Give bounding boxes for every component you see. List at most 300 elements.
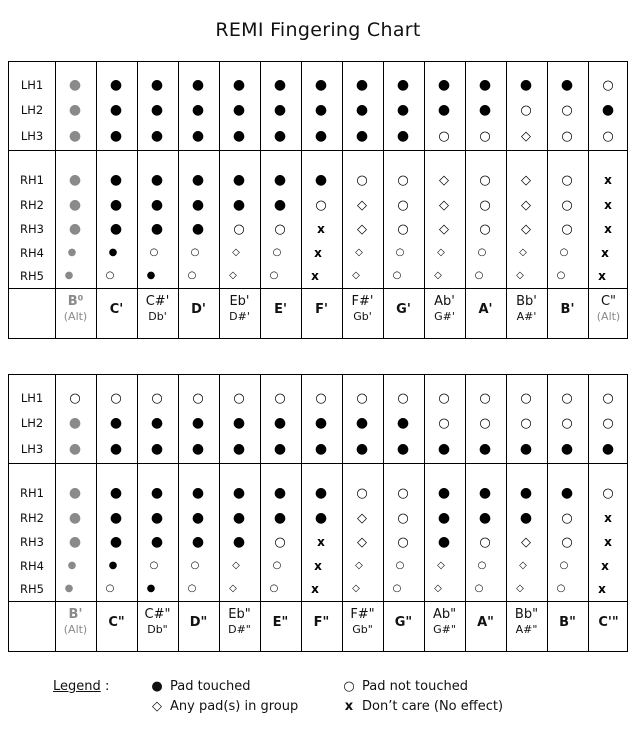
pad-not-touched-icon: ○ <box>479 172 491 188</box>
fingering-cell <box>336 268 376 284</box>
pad-not-touched-icon: ○ <box>397 221 409 237</box>
note-label <box>301 302 342 317</box>
note-label <box>178 615 219 630</box>
pad-not-touched-icon: ○ <box>561 221 573 237</box>
note-name-alt: (Alt) <box>63 310 88 323</box>
any-pad-icon: ◇ <box>516 583 524 594</box>
pad-not-touched-icon: ○ <box>397 510 409 526</box>
fingering-cell <box>213 268 253 284</box>
fingering-cell <box>500 581 540 597</box>
pad-not-touched-icon: ○ <box>438 415 450 431</box>
any-pad-icon: ◇ <box>352 583 360 594</box>
dont-care-icon: x <box>604 535 612 549</box>
pad-touched-icon: ● <box>273 102 287 118</box>
pad-not-touched-icon: ○ <box>356 172 368 188</box>
fingering-cell <box>131 268 171 284</box>
grid-line-horizontal <box>9 150 627 151</box>
pad-touched-icon: ● <box>437 441 451 457</box>
note-label <box>55 607 96 637</box>
pad-touched-icon: ● <box>232 485 246 501</box>
dont-care-icon: x <box>604 222 612 236</box>
fingering-cell <box>547 102 587 118</box>
pad-not-touched-icon: ○ <box>477 247 487 258</box>
chart-title: REMI Fingering Chart <box>215 19 421 41</box>
any-pad-icon: ◇ <box>229 583 237 594</box>
fingering-cell <box>377 581 417 597</box>
pad-not-touched-icon: ○ <box>110 390 122 406</box>
fingering-cell <box>547 128 587 144</box>
note-name: C#' <box>145 294 170 309</box>
row-label-lh2: LH2 <box>20 103 44 117</box>
fingering-cell <box>342 221 382 237</box>
note-name-alt: A#" <box>515 623 538 636</box>
pad-touched-icon: ● <box>437 510 451 526</box>
fingering-cell <box>301 415 341 431</box>
fingering-cell <box>49 268 89 284</box>
pad-touched-icon: ● <box>478 510 492 526</box>
fingering-cell <box>459 268 499 284</box>
fingering-cell <box>465 510 505 526</box>
dont-care-icon: x <box>314 246 322 260</box>
note-label <box>342 294 383 324</box>
pad-touched-icon: ● <box>191 534 205 550</box>
dont-care-icon: x <box>311 269 319 283</box>
note-name: G" <box>394 615 413 630</box>
dont-care-icon: x <box>601 246 609 260</box>
pad-not-touched-icon: ○ <box>479 221 491 237</box>
pad-touched-icon: ● <box>150 128 164 144</box>
fingering-cell <box>213 581 253 597</box>
fingering-cell <box>219 441 259 457</box>
fingering-cell <box>547 77 587 93</box>
fingering-cell <box>178 197 218 213</box>
pad-touched-icon: ● <box>355 441 369 457</box>
alt-pad-icon: ● <box>68 415 82 431</box>
fingering-cell <box>582 268 622 284</box>
pad-touched-icon: ● <box>437 102 451 118</box>
pad-touched-icon: ● <box>150 221 164 237</box>
legend-label: Don’t care (No effect) <box>362 699 504 714</box>
fingering-cell <box>383 197 423 213</box>
pad-not-touched-icon: ○ <box>602 390 614 406</box>
pad-not-touched-icon: ○ <box>561 172 573 188</box>
fingering-cell <box>55 441 95 457</box>
fingering-cell <box>219 415 259 431</box>
fingering-cell <box>260 510 300 526</box>
pad-not-touched-icon: ○ <box>556 270 566 281</box>
fingering-cell <box>503 245 543 261</box>
fingering-cell <box>137 441 177 457</box>
filled-dot-icon: ● <box>151 679 163 694</box>
fingering-cell <box>137 102 177 118</box>
pad-touched-icon: ● <box>355 77 369 93</box>
any-pad-icon: ◇ <box>521 172 531 188</box>
fingering-cell <box>96 534 136 550</box>
fingering-cell <box>260 415 300 431</box>
pad-not-touched-icon: ○ <box>479 197 491 213</box>
fingering-chart-octave-1 <box>8 61 628 339</box>
note-name-alt: D#' <box>229 310 250 323</box>
fingering-cell <box>336 581 376 597</box>
fingering-cell <box>301 441 341 457</box>
fingering-cell <box>506 390 546 406</box>
fingering-cell <box>541 581 581 597</box>
fingering-cell <box>260 485 300 501</box>
alt-pad-icon: ● <box>67 247 77 258</box>
fingering-cell <box>421 245 461 261</box>
row-label-rh3: RH3 <box>20 222 44 236</box>
fingering-cell <box>500 268 540 284</box>
pad-not-touched-icon: ○ <box>233 221 245 237</box>
pad-touched-icon: ● <box>150 415 164 431</box>
fingering-cell <box>178 221 218 237</box>
fingering-cell <box>178 485 218 501</box>
fingering-cell <box>219 534 259 550</box>
note-label <box>137 294 178 324</box>
fingering-cell <box>465 415 505 431</box>
pad-not-touched-icon: ○ <box>151 390 163 406</box>
note-label <box>55 294 96 324</box>
fingering-cell <box>547 510 587 526</box>
note-name: F#" <box>350 607 375 622</box>
fingering-cell <box>383 77 423 93</box>
fingering-cell <box>257 558 297 574</box>
fingering-cell <box>178 128 218 144</box>
fingering-cell <box>465 534 505 550</box>
pad-touched-icon: ● <box>396 77 410 93</box>
pad-touched-icon: ● <box>191 221 205 237</box>
fingering-cell <box>96 415 136 431</box>
alt-pad-icon: ● <box>68 128 82 144</box>
pad-touched-icon: ● <box>150 441 164 457</box>
fingering-cell <box>465 441 505 457</box>
fingering-chart-octave-2 <box>8 374 628 652</box>
pad-touched-icon: ● <box>150 510 164 526</box>
pad-not-touched-icon: ○ <box>474 270 484 281</box>
pad-not-touched-icon: ○ <box>397 485 409 501</box>
pad-not-touched-icon: ○ <box>356 390 368 406</box>
pad-touched-icon: ● <box>232 441 246 457</box>
fingering-cell <box>260 77 300 93</box>
pad-not-touched-icon: ○ <box>187 270 197 281</box>
pad-touched-icon: ● <box>109 441 123 457</box>
note-label <box>383 615 424 630</box>
pad-touched-icon: ● <box>232 197 246 213</box>
note-name: C" <box>600 294 617 309</box>
fingering-cell <box>465 197 505 213</box>
note-label <box>260 302 301 317</box>
pad-touched-icon: ● <box>437 485 451 501</box>
grid-line-horizontal <box>9 601 627 602</box>
note-label <box>178 302 219 317</box>
note-label <box>588 615 629 630</box>
fingering-cell <box>55 510 95 526</box>
pad-touched-icon: ● <box>108 247 118 258</box>
fingering-cell <box>383 390 423 406</box>
fingering-cell <box>178 102 218 118</box>
pad-touched-icon: ● <box>560 485 574 501</box>
fingering-cell <box>544 245 584 261</box>
pad-touched-icon: ● <box>273 197 287 213</box>
fingering-cell <box>424 77 464 93</box>
note-name-alt: A#' <box>516 310 537 323</box>
fingering-cell <box>506 485 546 501</box>
note-name: Bb' <box>516 294 537 309</box>
note-label <box>424 607 465 637</box>
pad-not-touched-icon: ○ <box>561 102 573 118</box>
fingering-cell <box>301 221 341 237</box>
alt-pad-icon: ● <box>68 534 82 550</box>
fingering-cell <box>588 197 628 213</box>
pad-touched-icon: ● <box>314 172 328 188</box>
fingering-cell <box>52 558 92 574</box>
fingering-cell <box>424 390 464 406</box>
fingering-cell <box>178 441 218 457</box>
pad-not-touched-icon: ○ <box>520 102 532 118</box>
fingering-cell <box>342 415 382 431</box>
fingering-cell <box>383 441 423 457</box>
pad-not-touched-icon: ○ <box>149 560 159 571</box>
pad-touched-icon: ● <box>478 102 492 118</box>
pad-not-touched-icon: ○ <box>479 534 491 550</box>
pad-touched-icon: ● <box>191 197 205 213</box>
dont-care-icon: x <box>604 511 612 525</box>
fingering-cell <box>260 172 300 188</box>
legend <box>0 676 636 716</box>
fingering-cell <box>342 128 382 144</box>
pad-touched-icon: ● <box>437 77 451 93</box>
row-label-rh1: RH1 <box>20 173 44 187</box>
row-label-rh5: RH5 <box>20 582 44 596</box>
pad-touched-icon: ● <box>191 441 205 457</box>
pad-touched-icon: ● <box>478 441 492 457</box>
fingering-cell <box>178 172 218 188</box>
note-label <box>96 615 137 630</box>
fingering-cell <box>96 485 136 501</box>
fingering-cell <box>55 128 95 144</box>
fingering-cell <box>588 485 628 501</box>
pad-touched-icon: ● <box>191 172 205 188</box>
fingering-cell <box>465 390 505 406</box>
pad-not-touched-icon: ○ <box>105 583 115 594</box>
pad-touched-icon: ● <box>314 415 328 431</box>
fingering-cell <box>254 268 294 284</box>
fingering-cell <box>131 581 171 597</box>
legend-heading: Legend <box>53 679 101 694</box>
pad-not-touched-icon: ○ <box>561 197 573 213</box>
note-name: C#" <box>144 607 171 622</box>
row-label-rh2: RH2 <box>20 198 44 212</box>
fingering-cell <box>96 172 136 188</box>
note-label <box>547 615 588 630</box>
fingering-cell <box>219 128 259 144</box>
pad-not-touched-icon: ○ <box>474 583 484 594</box>
pad-touched-icon: ● <box>109 172 123 188</box>
note-label <box>465 302 506 317</box>
note-name: A" <box>477 615 494 630</box>
fingering-cell <box>465 102 505 118</box>
note-name: E" <box>272 615 289 630</box>
pad-touched-icon: ● <box>232 172 246 188</box>
note-label <box>219 607 260 637</box>
fingering-cell <box>178 390 218 406</box>
dont-care-icon: x <box>604 173 612 187</box>
pad-not-touched-icon: ○ <box>397 197 409 213</box>
fingering-cell <box>418 581 458 597</box>
pad-touched-icon: ● <box>396 415 410 431</box>
grid-line-horizontal <box>9 288 627 289</box>
fingering-cell <box>383 128 423 144</box>
fingering-cell <box>380 245 420 261</box>
note-name: B' <box>560 302 575 317</box>
fingering-cell <box>96 390 136 406</box>
pad-touched-icon: ● <box>109 128 123 144</box>
fingering-cell <box>588 128 628 144</box>
legend-colon: : <box>105 679 110 694</box>
note-name: Eb" <box>228 607 251 622</box>
note-name-alt: G#" <box>433 623 456 636</box>
pad-touched-icon: ● <box>396 128 410 144</box>
pad-not-touched-icon: ○ <box>561 510 573 526</box>
fingering-cell <box>588 415 628 431</box>
fingering-cell <box>137 390 177 406</box>
pad-touched-icon: ● <box>232 128 246 144</box>
fingering-cell <box>134 245 174 261</box>
fingering-cell <box>506 128 546 144</box>
fingering-cell <box>295 581 335 597</box>
fingering-cell <box>260 441 300 457</box>
fingering-cell <box>465 485 505 501</box>
fingering-cell <box>342 172 382 188</box>
fingering-cell <box>93 245 133 261</box>
fingering-cell <box>588 534 628 550</box>
note-name: F#' <box>351 294 374 309</box>
pad-touched-icon: ● <box>150 172 164 188</box>
pad-not-touched-icon: ○ <box>479 390 491 406</box>
fingering-cell <box>137 197 177 213</box>
pad-not-touched-icon: ○ <box>149 247 159 258</box>
fingering-cell <box>424 415 464 431</box>
pad-not-touched-icon: ○ <box>602 485 614 501</box>
pad-touched-icon: ● <box>191 415 205 431</box>
pad-touched-icon: ● <box>191 128 205 144</box>
fingering-cell <box>216 245 256 261</box>
any-pad-icon: ◇ <box>357 221 367 237</box>
fingering-cell <box>301 172 341 188</box>
dont-care-icon: x <box>598 582 606 596</box>
any-pad-icon: ◇ <box>439 221 449 237</box>
row-label-lh3: LH3 <box>20 129 44 143</box>
fingering-cell <box>137 415 177 431</box>
pad-not-touched-icon: ○ <box>395 560 405 571</box>
fingering-cell <box>219 172 259 188</box>
pad-not-touched-icon: ○ <box>479 128 491 144</box>
fingering-cell <box>137 77 177 93</box>
note-name: E' <box>274 302 287 317</box>
any-pad-icon: ◇ <box>439 172 449 188</box>
fingering-cell <box>301 128 341 144</box>
fingering-cell <box>342 485 382 501</box>
fingering-cell <box>342 197 382 213</box>
pad-not-touched-icon: ○ <box>438 128 450 144</box>
fingering-cell <box>55 221 95 237</box>
legend-item-dont-care <box>342 699 503 714</box>
fingering-cell <box>96 128 136 144</box>
pad-touched-icon: ● <box>232 534 246 550</box>
pad-not-touched-icon: ○ <box>190 560 200 571</box>
note-label <box>342 607 383 637</box>
note-label <box>506 294 547 324</box>
fingering-cell <box>421 558 461 574</box>
fingering-cell <box>55 485 95 501</box>
fingering-cell <box>301 390 341 406</box>
note-label <box>219 294 260 324</box>
pad-touched-icon: ● <box>109 534 123 550</box>
fingering-cell <box>137 128 177 144</box>
pad-touched-icon: ● <box>273 510 287 526</box>
note-name-alt: Gb' <box>353 310 372 323</box>
any-pad-icon: ◇ <box>355 247 363 258</box>
pad-not-touched-icon: ○ <box>397 172 409 188</box>
any-pad-icon: ◇ <box>437 560 445 571</box>
any-pad-icon: ◇ <box>521 197 531 213</box>
fingering-cell <box>254 581 294 597</box>
fingering-cell <box>506 197 546 213</box>
fingering-cell <box>383 415 423 431</box>
fingering-cell <box>260 102 300 118</box>
fingering-cell <box>96 77 136 93</box>
pad-touched-icon: ● <box>519 77 533 93</box>
note-name: D" <box>189 615 208 630</box>
pad-touched-icon: ● <box>232 510 246 526</box>
pad-touched-icon: ● <box>191 102 205 118</box>
fingering-cell <box>55 172 95 188</box>
fingering-cell <box>588 510 628 526</box>
fingering-cell <box>55 102 95 118</box>
fingering-cell <box>465 77 505 93</box>
fingering-cell <box>424 485 464 501</box>
fingering-cell <box>178 534 218 550</box>
note-name: Bb" <box>514 607 539 622</box>
pad-not-touched-icon: ○ <box>272 247 282 258</box>
dont-care-icon: x <box>317 535 325 549</box>
any-pad-icon: ◇ <box>357 197 367 213</box>
fingering-cell <box>175 245 215 261</box>
any-pad-icon: ◇ <box>521 534 531 550</box>
any-pad-icon: ◇ <box>357 510 367 526</box>
any-pad-icon: ◇ <box>232 247 240 258</box>
row-label-rh5: RH5 <box>20 269 44 283</box>
any-pad-icon: ◇ <box>516 270 524 281</box>
pad-touched-icon: ● <box>232 102 246 118</box>
grid-line-horizontal <box>9 463 627 464</box>
pad-touched-icon: ● <box>601 102 615 118</box>
pad-touched-icon: ● <box>478 77 492 93</box>
any-pad-icon: ◇ <box>357 534 367 550</box>
pad-touched-icon: ● <box>150 197 164 213</box>
dont-care-icon: x <box>314 559 322 573</box>
row-label-lh1: LH1 <box>20 78 44 92</box>
note-name: A' <box>478 302 493 317</box>
note-label <box>301 615 342 630</box>
pad-touched-icon: ● <box>232 415 246 431</box>
pad-touched-icon: ● <box>109 510 123 526</box>
fingering-cell <box>295 268 335 284</box>
fingering-cell <box>175 558 215 574</box>
fingering-cell <box>301 77 341 93</box>
pad-touched-icon: ● <box>314 485 328 501</box>
fingering-cell <box>137 510 177 526</box>
